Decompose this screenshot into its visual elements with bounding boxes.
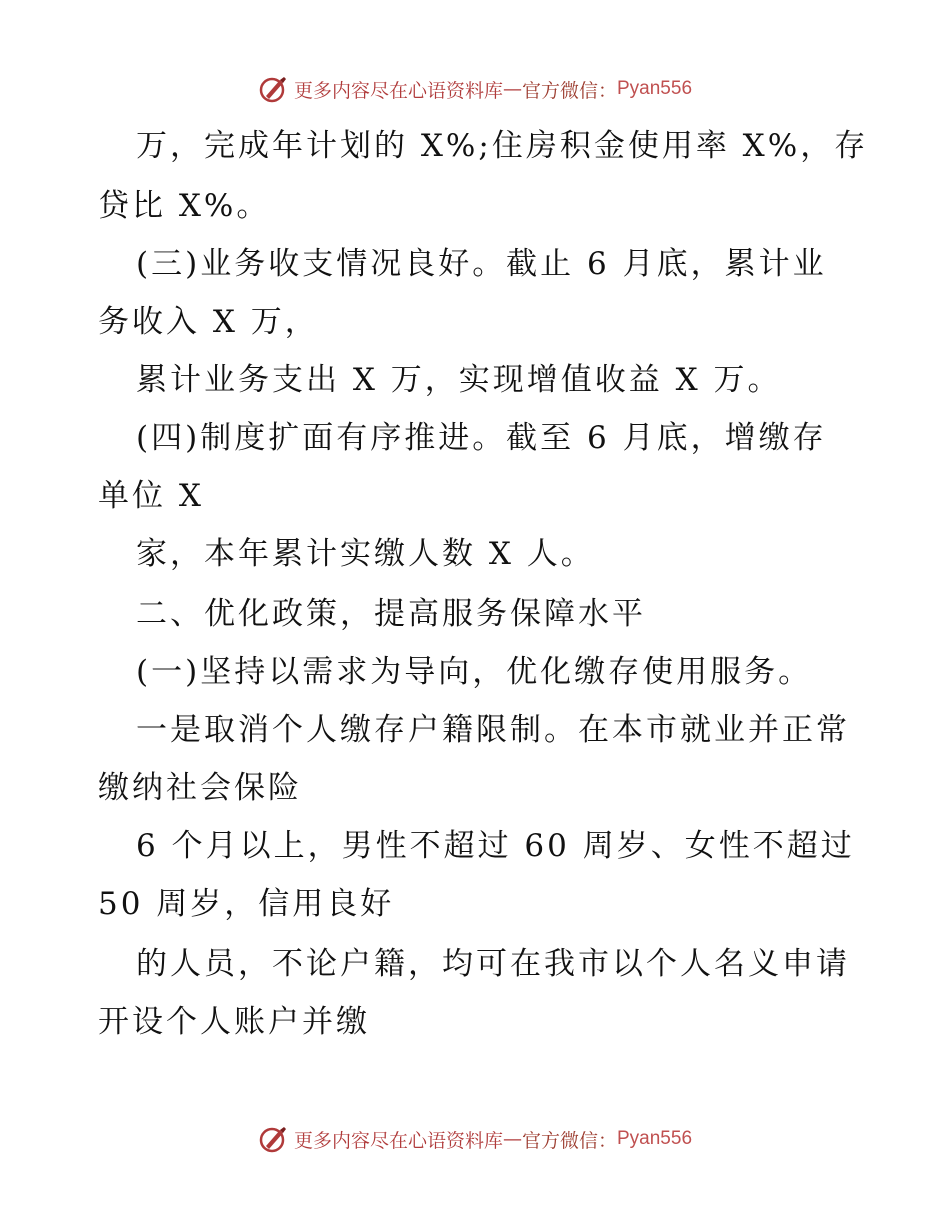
pen-logo-icon	[258, 1124, 288, 1154]
watermark-separator: —	[502, 78, 522, 100]
text-line: 50 周岁，信用良好	[98, 886, 395, 922]
watermark-brand: 更多内容尽在心语资料库	[293, 79, 503, 102]
text-line: 开设个人账户并缴	[98, 1004, 370, 1040]
watermark-wechat-label: 官方微信：	[521, 1129, 617, 1152]
text-line: 累计业务支出 X 万，实现增值收益 X 万。	[136, 362, 782, 398]
text-line: 缴纳社会保险	[98, 770, 302, 806]
text-line: 的人员，不论户籍，均可在我市以个人名义申请	[136, 946, 850, 982]
section-heading: 二、优化政策，提高服务保障水平	[136, 596, 646, 632]
pen-logo-icon	[258, 74, 288, 104]
text-line: 贷比 X%。	[98, 188, 271, 224]
watermark-separator: —	[502, 1128, 522, 1150]
text-line: 务收入 X 万，	[98, 304, 319, 340]
header-watermark	[0, 74, 950, 104]
text-line: 6 个月以上，男性不超过 60 周岁、女性不超过	[136, 828, 855, 864]
footer-watermark	[0, 1124, 950, 1154]
text-line: 一是取消个人缴存户籍限制。在本市就业并正常	[136, 712, 850, 748]
subsection-heading: (一)坚持以需求为导向，优化缴存使用服务。	[136, 654, 813, 690]
text-line: 家，本年累计实缴人数 X 人。	[136, 536, 595, 572]
watermark-brand: 更多内容尽在心语资料库	[293, 1129, 503, 1152]
text-line: 万，完成年计划的 X%;住房积金使用率 X%，存	[136, 128, 869, 164]
watermark-wechat-label: 官方微信：	[521, 79, 617, 102]
watermark-wechat-id: Pyan556	[617, 1128, 693, 1149]
text-line: 单位 X	[98, 478, 204, 514]
watermark-wechat-id: Pyan556	[617, 78, 693, 99]
text-line: (三)业务收支情况良好。截止 6 月底，累计业	[136, 246, 827, 282]
text-line: (四)制度扩面有序推进。截至 6 月底，增缴存	[136, 420, 827, 456]
